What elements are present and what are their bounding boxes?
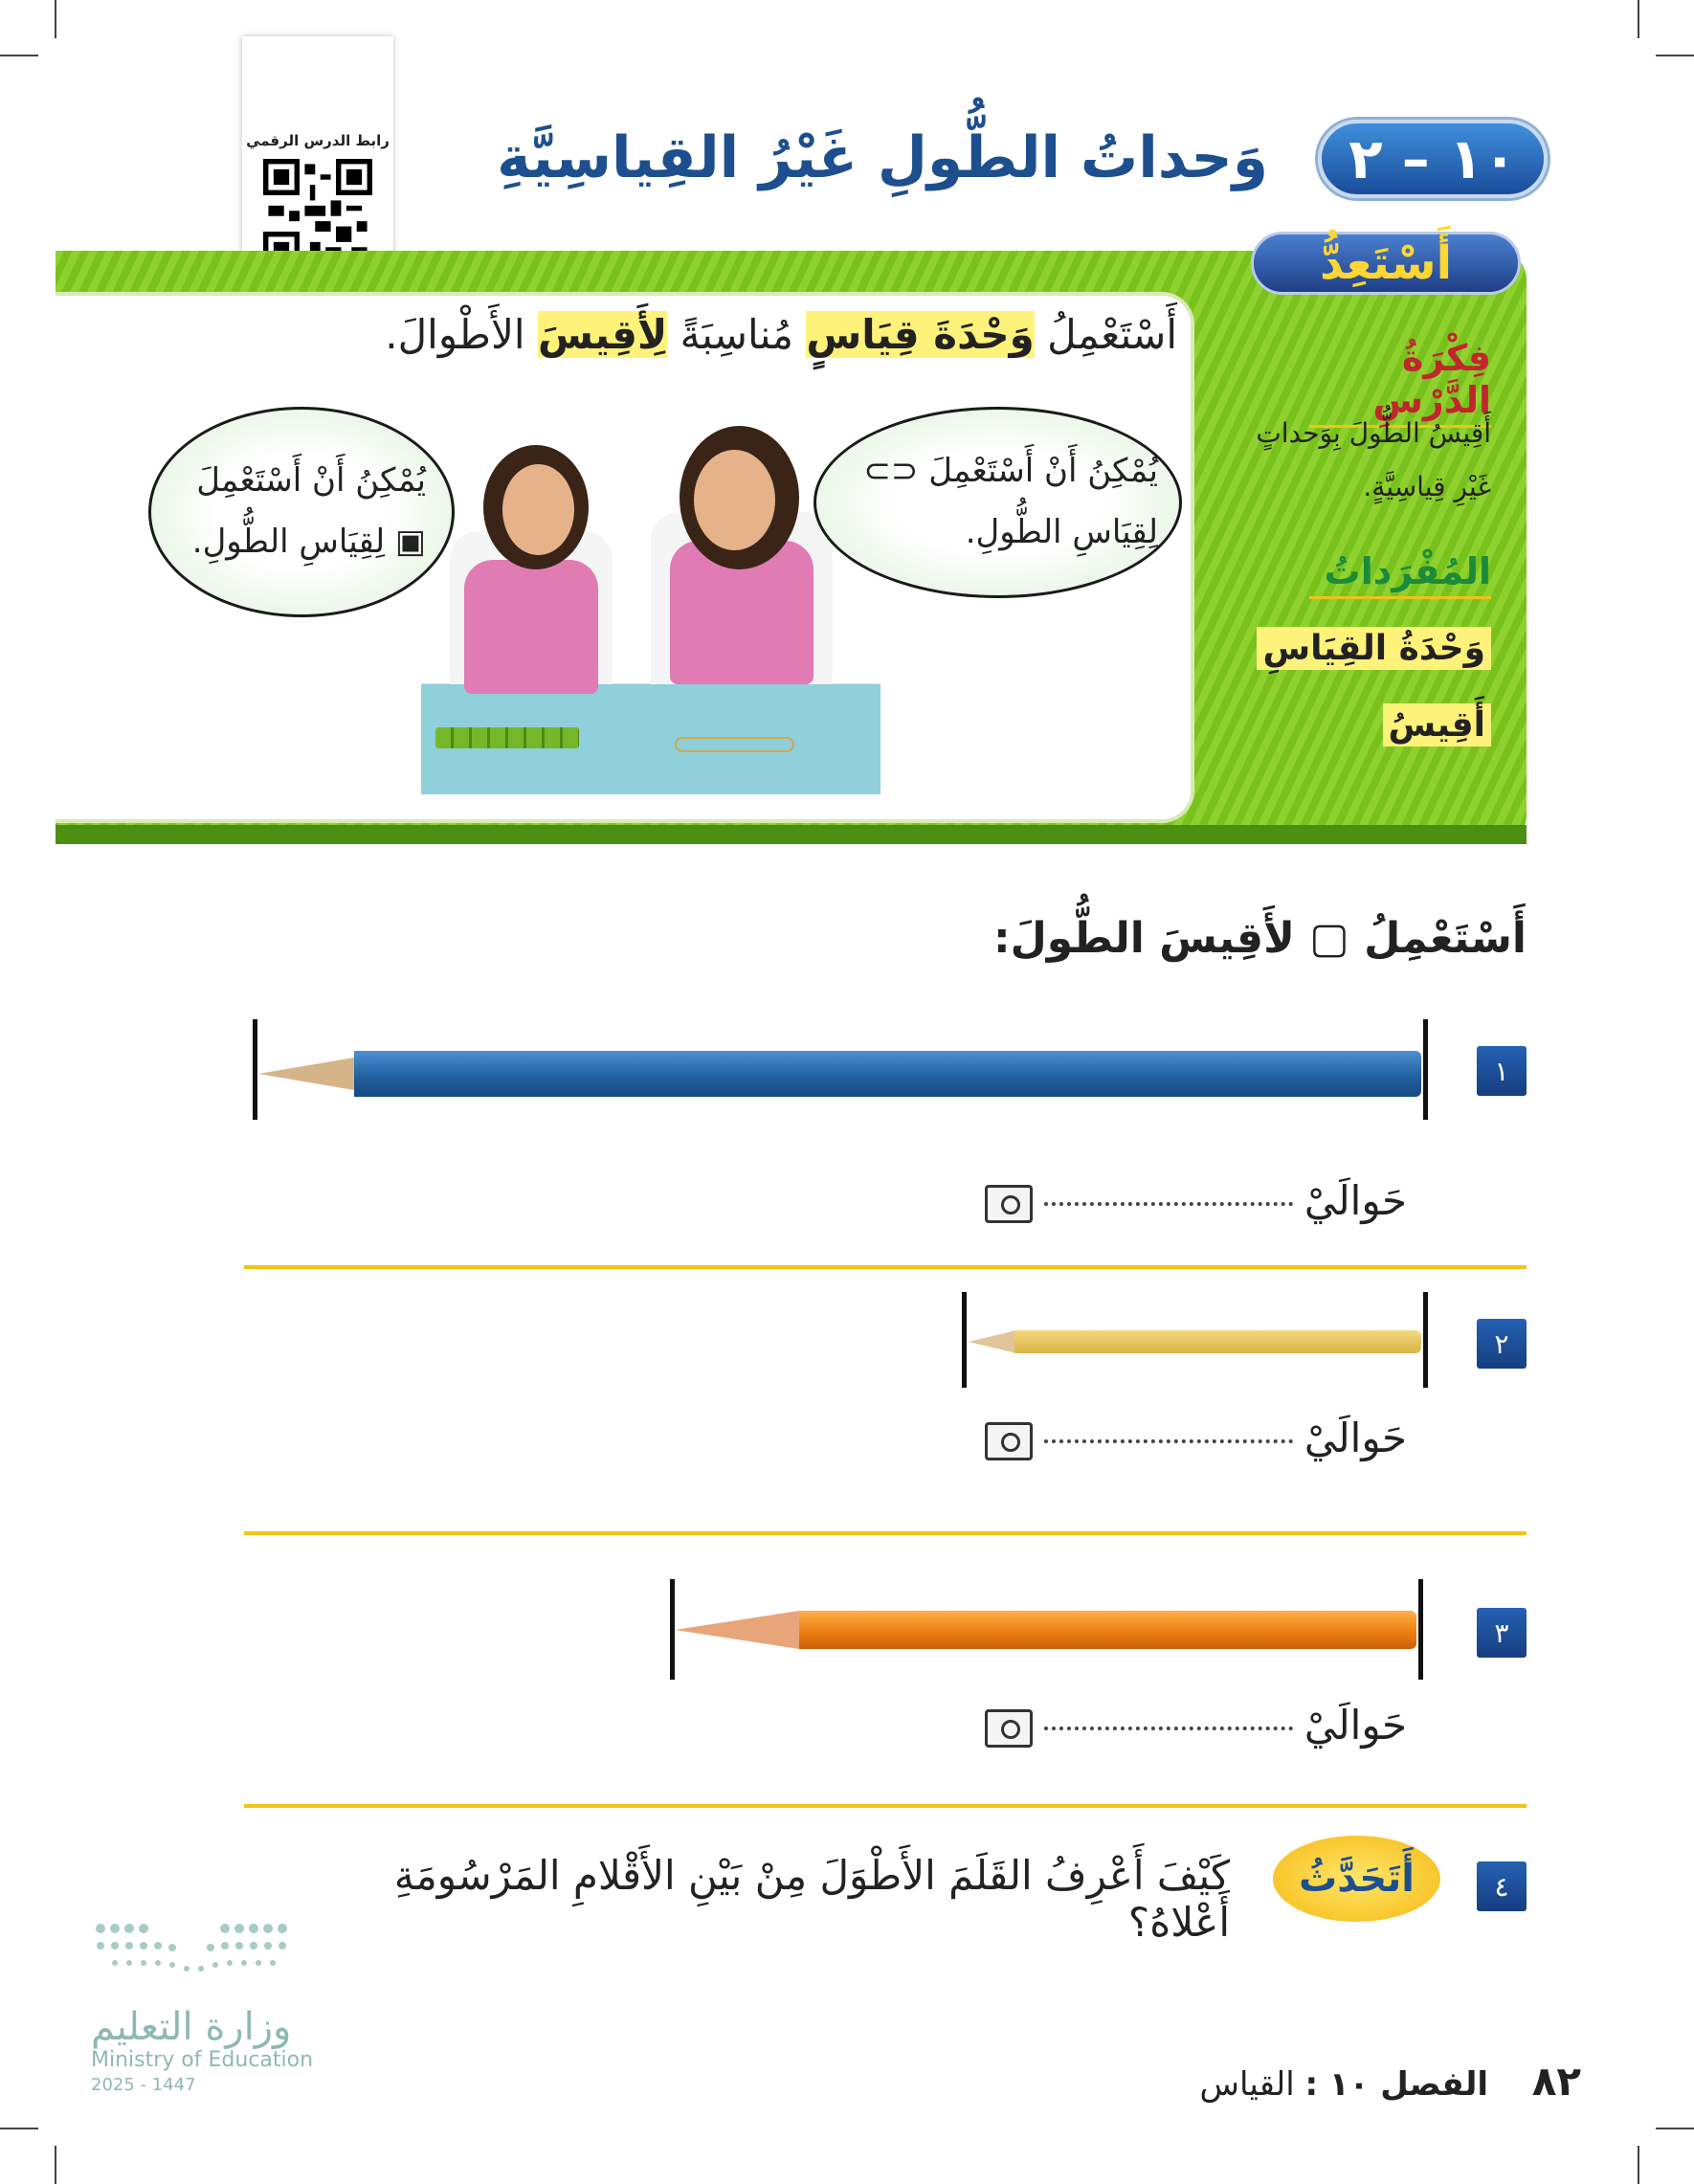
ready-section-border — [56, 825, 1527, 844]
answer-blank[interactable] — [1044, 1727, 1293, 1730]
page-number: ٨٢ — [1531, 2058, 1581, 2105]
answer-line[interactable] — [871, 1702, 1407, 1749]
pencil-blue — [354, 1051, 1421, 1097]
measure-tick-left — [253, 1019, 257, 1120]
crop-mark — [1656, 55, 1694, 56]
paperclip-chain — [675, 737, 794, 752]
speech-bubble-right-text: يُمْكِنُ أَنْ أَسْتَعْمِلَ ⊂⊃ لِقِيَاسِ الطُّولِ. — [863, 452, 1158, 551]
separator — [244, 1804, 1527, 1808]
sentence-text: مُناسِبَةً — [680, 311, 793, 358]
pencil-tip — [258, 1058, 354, 1090]
lesson-title: وَحداتُ الطُّولِ غَيْرُ القِياسِيَّةِ — [497, 124, 1268, 191]
ministry-name-arabic: وزارة التعليم — [91, 2005, 292, 2049]
footer-chapter — [1200, 2065, 1488, 2104]
sentence-highlight: وَحْدَةَ قِيَاسٍ — [806, 311, 1035, 358]
lesson-idea-heading: فِكْرَةُ الدَّرْسِ — [1309, 337, 1491, 428]
exercise-number: ٢ — [1477, 1319, 1527, 1369]
chapter-name: القياس — [1199, 2065, 1295, 2104]
answer-prefix: حَوالَيْ — [1304, 1702, 1407, 1749]
cube-unit-icon — [985, 1422, 1033, 1460]
vocabulary-word: وَحْدَةُ القِيَاسِ — [1257, 627, 1491, 670]
answer-blank[interactable] — [1044, 1202, 1293, 1206]
exercise-number: ٤ — [1477, 1861, 1527, 1911]
crop-mark — [0, 2128, 38, 2129]
talk-badge: أَتَحَدَّثُ — [1273, 1836, 1440, 1922]
crop-mark — [0, 55, 38, 56]
pencil-tip — [969, 1330, 1016, 1353]
pencil-tip — [675, 1611, 799, 1649]
ministry-name-english: Ministry of Education — [91, 2048, 314, 2072]
sentence-text: الأَطْوالَ. — [385, 311, 525, 358]
crop-mark — [1638, 0, 1639, 38]
measure-tick-right — [1418, 1579, 1423, 1680]
measure-tick-right — [1423, 1292, 1428, 1388]
exercise-number: ٣ — [1477, 1608, 1527, 1658]
sentence-text: أَسْتَعْمِلُ — [1047, 311, 1177, 358]
cube-unit-icon — [985, 1185, 1033, 1223]
answer-line[interactable] — [871, 1177, 1407, 1224]
answer-prefix: حَوالَيْ — [1304, 1415, 1407, 1461]
girl-face — [502, 464, 574, 555]
pencil-orange — [799, 1611, 1416, 1649]
cube-train — [435, 727, 579, 748]
answer-line[interactable] — [871, 1415, 1407, 1461]
answer-prefix: حَوالَيْ — [1304, 1177, 1407, 1224]
separator — [244, 1265, 1527, 1269]
ready-badge: أَسْتَعِدُّ — [1251, 232, 1521, 295]
crop-mark — [55, 0, 56, 38]
vocabulary-heading: المُفْرَداتُ — [1309, 550, 1491, 599]
chapter-label: الفصل ١٠ : — [1304, 2065, 1488, 2104]
measure-tick-right — [1423, 1019, 1428, 1120]
edition-year: 2025 - 1447 — [91, 2075, 196, 2095]
girl-dress — [464, 560, 598, 694]
crop-mark — [1656, 2128, 1694, 2129]
vocabulary-word: أَقِيسُ — [1383, 703, 1492, 747]
ready-sentence — [316, 311, 1177, 358]
instruction: أَسْتَعْمِلُ ▢ لأَقِيسَ الطُّولَ: — [992, 914, 1527, 963]
speech-bubble-left-text: يُمْكِنُ أَنْ أَسْتَعْمِلَ ▣ لِقِيَاسِ الطُّولِ. — [191, 461, 426, 561]
talk-question: كَيْفَ أَعْرِفُ القَلَمَ الأَطْوَلَ مِنْ بَيْنِ الأَقْلامِ المَرْسُومَةِ أَعْلاهُ؟ — [393, 1852, 1230, 1946]
cube-unit-icon — [985, 1709, 1033, 1748]
sentence-highlight: لِأَقِيسَ — [537, 311, 668, 358]
qr-label: رابط الدرس الرقمي — [246, 132, 390, 149]
ministry-logo-icon — [91, 1919, 301, 1986]
separator — [244, 1531, 1527, 1535]
crop-mark — [1638, 2146, 1639, 2184]
lesson-number-badge: ١٠ – ٢ — [1318, 120, 1548, 198]
answer-blank[interactable] — [1044, 1439, 1293, 1443]
crop-mark — [55, 2146, 56, 2184]
exercise-number: ١ — [1477, 1046, 1527, 1096]
girl-face — [694, 450, 775, 550]
lesson-idea-text: أَقِيسُ الطُّولَ بِوَحداتٍ غَيْرِ قِياسِيَّةٍ. — [1256, 417, 1491, 502]
pencil-yellow — [1014, 1330, 1421, 1353]
girls-photo — [421, 426, 880, 794]
measure-tick-left — [962, 1292, 967, 1388]
